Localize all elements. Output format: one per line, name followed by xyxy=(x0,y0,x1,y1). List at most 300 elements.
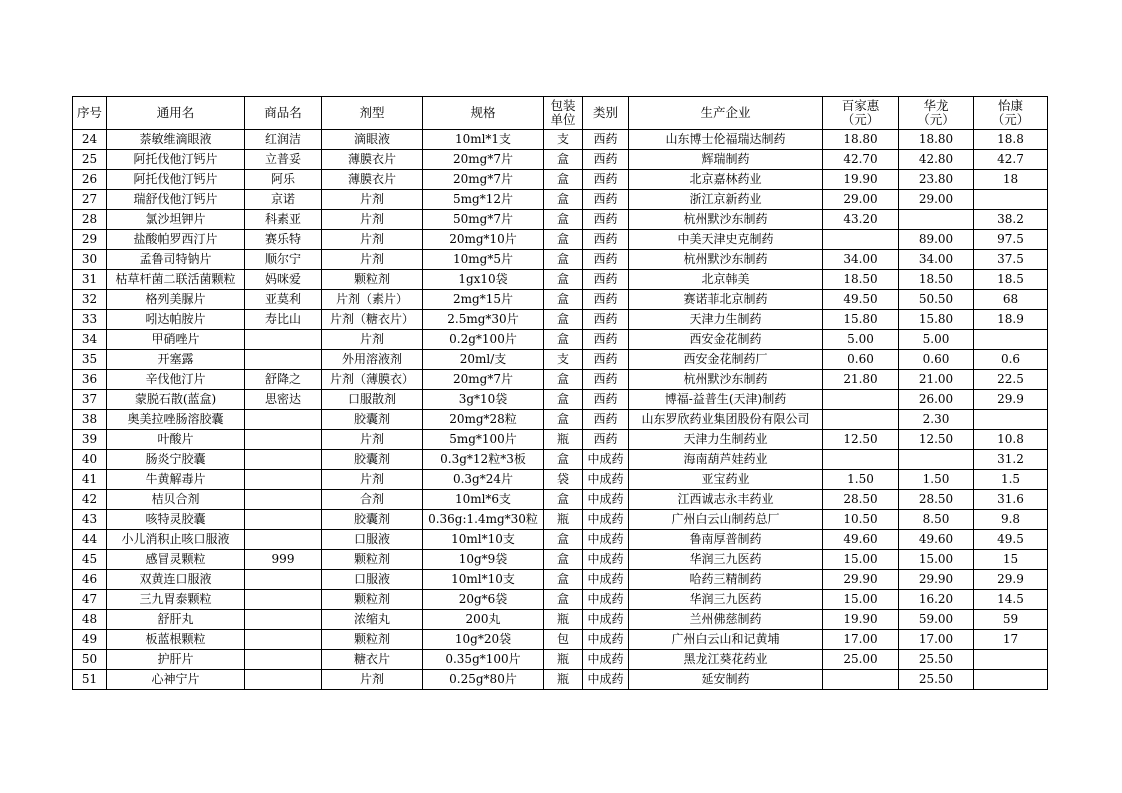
cell-seq: 34 xyxy=(73,330,107,350)
cell-spec: 0.25g*80片 xyxy=(423,670,544,690)
cell-price-baijiahui: 43.20 xyxy=(823,210,899,230)
cell-manufacturer: 山东博士伦福瑞达制药 xyxy=(629,130,823,150)
cell-manufacturer: 杭州默沙东制药 xyxy=(629,210,823,230)
cell-category: 中成药 xyxy=(583,610,629,630)
cell-price-baijiahui xyxy=(823,450,899,470)
cell-category: 西药 xyxy=(583,270,629,290)
cell-generic-name: 甲硝唑片 xyxy=(107,330,245,350)
cell-category: 西药 xyxy=(583,430,629,450)
cell-seq: 44 xyxy=(73,530,107,550)
cell-pack-unit: 盒 xyxy=(544,270,583,290)
cell-manufacturer: 博福-益普生(天津)制药 xyxy=(629,390,823,410)
cell-manufacturer: 天津力生制药 xyxy=(629,310,823,330)
cell-generic-name: 双黄连口服液 xyxy=(107,570,245,590)
cell-category: 中成药 xyxy=(583,650,629,670)
cell-price-hualong: 12.50 xyxy=(899,430,974,450)
cell-generic-name: 阿托伐他汀钙片 xyxy=(107,170,245,190)
cell-brand-name: 阿乐 xyxy=(245,170,322,190)
cell-seq: 50 xyxy=(73,650,107,670)
cell-brand-name xyxy=(245,610,322,630)
cell-pack-unit: 瓶 xyxy=(544,430,583,450)
header-col-spec xyxy=(423,97,544,130)
cell-price-yikang xyxy=(974,410,1048,430)
header-line: 百家惠 xyxy=(841,98,880,113)
cell-price-baijiahui: 12.50 xyxy=(823,430,899,450)
cell-category: 中成药 xyxy=(583,550,629,570)
cell-price-hualong: 1.50 xyxy=(899,470,974,490)
table-row xyxy=(73,410,1048,430)
header-line: 单位 xyxy=(550,112,576,127)
table-row xyxy=(73,130,1048,150)
cell-manufacturer: 海南葫芦娃药业 xyxy=(629,450,823,470)
cell-price-hualong: 18.50 xyxy=(899,270,974,290)
cell-price-baijiahui xyxy=(823,230,899,250)
header-col-price-yikang xyxy=(974,97,1048,130)
cell-price-hualong: 5.00 xyxy=(899,330,974,350)
cell-dosage-form: 颗粒剂 xyxy=(322,630,423,650)
cell-dosage-form: 口服液 xyxy=(322,530,423,550)
cell-brand-name xyxy=(245,450,322,470)
cell-spec: 20ml/支 xyxy=(423,350,544,370)
cell-price-hualong: 59.00 xyxy=(899,610,974,630)
cell-manufacturer: 西安金花制药厂 xyxy=(629,350,823,370)
cell-brand-name xyxy=(245,570,322,590)
cell-seq: 25 xyxy=(73,150,107,170)
cell-category: 西药 xyxy=(583,390,629,410)
cell-price-baijiahui: 21.80 xyxy=(823,370,899,390)
cell-price-yikang xyxy=(974,650,1048,670)
cell-generic-name: 感冒灵颗粒 xyxy=(107,550,245,570)
cell-price-baijiahui: 17.00 xyxy=(823,630,899,650)
cell-manufacturer: 西安金花制药 xyxy=(629,330,823,350)
table-row xyxy=(73,310,1048,330)
cell-price-hualong: 23.80 xyxy=(899,170,974,190)
cell-manufacturer: 中美天津史克制药 xyxy=(629,230,823,250)
cell-generic-name: 格列美脲片 xyxy=(107,290,245,310)
cell-dosage-form: 薄膜衣片 xyxy=(322,150,423,170)
header-line: 规格 xyxy=(470,105,496,120)
cell-spec: 200丸 xyxy=(423,610,544,630)
cell-brand-name: 京诺 xyxy=(245,190,322,210)
cell-generic-name: 舒肝丸 xyxy=(107,610,245,630)
table-row xyxy=(73,670,1048,690)
cell-category: 中成药 xyxy=(583,450,629,470)
cell-manufacturer: 江西诚志永丰药业 xyxy=(629,490,823,510)
cell-brand-name xyxy=(245,430,322,450)
cell-spec: 10ml*1支 xyxy=(423,130,544,150)
cell-category: 中成药 xyxy=(583,670,629,690)
cell-dosage-form: 片剂（素片） xyxy=(322,290,423,310)
cell-price-hualong xyxy=(899,450,974,470)
cell-spec: 10mg*5片 xyxy=(423,250,544,270)
cell-spec: 10ml*10支 xyxy=(423,530,544,550)
cell-generic-name: 阿托伐他汀钙片 xyxy=(107,150,245,170)
cell-pack-unit: 瓶 xyxy=(544,650,583,670)
table-body xyxy=(73,130,1048,690)
cell-pack-unit: 盒 xyxy=(544,450,583,470)
cell-manufacturer: 亚宝药业 xyxy=(629,470,823,490)
cell-generic-name: 瑞舒伐他汀钙片 xyxy=(107,190,245,210)
cell-generic-name: 奥美拉唑肠溶胶囊 xyxy=(107,410,245,430)
table-row xyxy=(73,630,1048,650)
cell-category: 西药 xyxy=(583,130,629,150)
cell-brand-name xyxy=(245,670,322,690)
cell-price-hualong: 15.80 xyxy=(899,310,974,330)
header-line: 商品名 xyxy=(264,105,302,120)
cell-price-yikang: 29.9 xyxy=(974,390,1048,410)
cell-category: 中成药 xyxy=(583,530,629,550)
table-row xyxy=(73,170,1048,190)
cell-pack-unit: 盒 xyxy=(544,290,583,310)
table-row xyxy=(73,650,1048,670)
cell-generic-name: 板蓝根颗粒 xyxy=(107,630,245,650)
header-col-price-hualong xyxy=(899,97,974,130)
table-row xyxy=(73,370,1048,390)
header-line: （元） xyxy=(917,112,955,127)
cell-dosage-form: 胶囊剂 xyxy=(322,450,423,470)
cell-spec: 20mg*7片 xyxy=(423,170,544,190)
cell-manufacturer: 杭州默沙东制药 xyxy=(629,250,823,270)
header-col-price-baijiahui xyxy=(823,97,899,130)
cell-category: 西药 xyxy=(583,250,629,270)
cell-pack-unit: 支 xyxy=(544,130,583,150)
cell-pack-unit: 盒 xyxy=(544,330,583,350)
cell-dosage-form: 片剂（薄膜衣） xyxy=(322,370,423,390)
cell-manufacturer: 北京韩美 xyxy=(629,270,823,290)
cell-spec: 5mg*12片 xyxy=(423,190,544,210)
cell-brand-name xyxy=(245,530,322,550)
cell-spec: 3g*10袋 xyxy=(423,390,544,410)
cell-price-baijiahui: 18.80 xyxy=(823,130,899,150)
cell-brand-name: 思密达 xyxy=(245,390,322,410)
cell-price-hualong: 42.80 xyxy=(899,150,974,170)
cell-price-hualong: 15.00 xyxy=(899,550,974,570)
cell-category: 中成药 xyxy=(583,510,629,530)
cell-seq: 46 xyxy=(73,570,107,590)
cell-brand-name: 999 xyxy=(245,550,322,570)
table-row xyxy=(73,350,1048,370)
cell-manufacturer: 北京嘉林药业 xyxy=(629,170,823,190)
cell-price-hualong: 25.50 xyxy=(899,650,974,670)
cell-seq: 42 xyxy=(73,490,107,510)
cell-price-yikang: 15 xyxy=(974,550,1048,570)
cell-price-yikang: 0.6 xyxy=(974,350,1048,370)
header-line: 生产企业 xyxy=(700,105,751,120)
header-line: 通用名 xyxy=(156,105,195,120)
cell-manufacturer: 辉瑞制药 xyxy=(629,150,823,170)
cell-price-hualong: 50.50 xyxy=(899,290,974,310)
cell-manufacturer: 浙江京新药业 xyxy=(629,190,823,210)
cell-spec: 10g*9袋 xyxy=(423,550,544,570)
cell-price-yikang: 38.2 xyxy=(974,210,1048,230)
table-row xyxy=(73,610,1048,630)
cell-category: 西药 xyxy=(583,410,629,430)
cell-category: 中成药 xyxy=(583,630,629,650)
cell-price-yikang xyxy=(974,330,1048,350)
header-col-pack-unit xyxy=(544,97,583,130)
cell-generic-name: 心神宁片 xyxy=(107,670,245,690)
cell-pack-unit: 瓶 xyxy=(544,670,583,690)
cell-generic-name: 辛伐他汀片 xyxy=(107,370,245,390)
cell-dosage-form: 口服液 xyxy=(322,570,423,590)
cell-price-baijiahui: 29.00 xyxy=(823,190,899,210)
cell-price-yikang: 31.2 xyxy=(974,450,1048,470)
cell-pack-unit: 盒 xyxy=(544,390,583,410)
cell-spec: 20mg*7片 xyxy=(423,370,544,390)
cell-price-baijiahui xyxy=(823,410,899,430)
cell-pack-unit: 盒 xyxy=(544,530,583,550)
table-row xyxy=(73,450,1048,470)
cell-category: 西药 xyxy=(583,330,629,350)
cell-brand-name xyxy=(245,410,322,430)
cell-category: 西药 xyxy=(583,170,629,190)
cell-price-yikang xyxy=(974,670,1048,690)
cell-price-yikang: 59 xyxy=(974,610,1048,630)
cell-dosage-form: 片剂 xyxy=(322,670,423,690)
cell-price-hualong: 2.30 xyxy=(899,410,974,430)
cell-price-yikang: 68 xyxy=(974,290,1048,310)
cell-generic-name: 吲达帕胺片 xyxy=(107,310,245,330)
cell-pack-unit: 盒 xyxy=(544,490,583,510)
cell-pack-unit: 盒 xyxy=(544,210,583,230)
cell-brand-name: 红润洁 xyxy=(245,130,322,150)
cell-brand-name xyxy=(245,630,322,650)
table-row xyxy=(73,190,1048,210)
cell-pack-unit: 盒 xyxy=(544,250,583,270)
cell-seq: 47 xyxy=(73,590,107,610)
cell-seq: 30 xyxy=(73,250,107,270)
cell-spec: 0.2g*100片 xyxy=(423,330,544,350)
cell-dosage-form: 片剂 xyxy=(322,210,423,230)
cell-dosage-form: 片剂 xyxy=(322,230,423,250)
cell-price-hualong: 29.90 xyxy=(899,570,974,590)
header-col-generic-name xyxy=(107,97,245,130)
cell-seq: 36 xyxy=(73,370,107,390)
cell-pack-unit: 盒 xyxy=(544,230,583,250)
table-row xyxy=(73,210,1048,230)
cell-dosage-form: 胶囊剂 xyxy=(322,510,423,530)
cell-category: 西药 xyxy=(583,350,629,370)
cell-spec: 0.3g*12粒*3板 xyxy=(423,450,544,470)
cell-brand-name xyxy=(245,350,322,370)
cell-generic-name: 枯草杆菌二联活菌颗粒 xyxy=(107,270,245,290)
cell-manufacturer: 兰州佛慈制药 xyxy=(629,610,823,630)
header-line: 包装 xyxy=(550,98,576,113)
header-line: 序号 xyxy=(76,105,102,120)
cell-category: 西药 xyxy=(583,290,629,310)
cell-price-yikang: 29.9 xyxy=(974,570,1048,590)
header-col-brand-name xyxy=(245,97,322,130)
cell-seq: 35 xyxy=(73,350,107,370)
cell-price-baijiahui: 28.50 xyxy=(823,490,899,510)
cell-price-baijiahui: 15.80 xyxy=(823,310,899,330)
cell-price-hualong: 16.20 xyxy=(899,590,974,610)
table-row xyxy=(73,490,1048,510)
cell-price-hualong xyxy=(899,210,974,230)
cell-price-hualong: 21.00 xyxy=(899,370,974,390)
cell-pack-unit: 盒 xyxy=(544,570,583,590)
header-col-seq xyxy=(73,97,107,130)
cell-price-yikang: 14.5 xyxy=(974,590,1048,610)
cell-spec: 0.36g:1.4mg*30粒 xyxy=(423,510,544,530)
table-row xyxy=(73,550,1048,570)
table-row xyxy=(73,470,1048,490)
cell-manufacturer: 赛诺菲北京制药 xyxy=(629,290,823,310)
cell-price-hualong: 25.50 xyxy=(899,670,974,690)
header-col-dosage-form xyxy=(322,97,423,130)
cell-price-baijiahui: 19.90 xyxy=(823,610,899,630)
cell-price-baijiahui: 18.50 xyxy=(823,270,899,290)
cell-brand-name: 科素亚 xyxy=(245,210,322,230)
cell-category: 中成药 xyxy=(583,590,629,610)
cell-pack-unit: 盒 xyxy=(544,550,583,570)
cell-price-hualong: 8.50 xyxy=(899,510,974,530)
cell-generic-name: 萘敏维滴眼液 xyxy=(107,130,245,150)
cell-manufacturer: 山东罗欣药业集团股份有限公司 xyxy=(629,410,823,430)
cell-spec: 5mg*100片 xyxy=(423,430,544,450)
cell-dosage-form: 片剂 xyxy=(322,430,423,450)
cell-generic-name: 氯沙坦钾片 xyxy=(107,210,245,230)
cell-brand-name: 顺尔宁 xyxy=(245,250,322,270)
cell-seq: 37 xyxy=(73,390,107,410)
cell-dosage-form: 浓缩丸 xyxy=(322,610,423,630)
cell-generic-name: 蒙脱石散(蓝盒) xyxy=(107,390,245,410)
cell-category: 中成药 xyxy=(583,490,629,510)
cell-spec: 0.3g*24片 xyxy=(423,470,544,490)
table-row xyxy=(73,270,1048,290)
table-row xyxy=(73,590,1048,610)
cell-price-hualong: 29.00 xyxy=(899,190,974,210)
header-line: 怡康 xyxy=(997,98,1023,113)
cell-seq: 28 xyxy=(73,210,107,230)
cell-brand-name: 赛乐特 xyxy=(245,230,322,250)
table-row xyxy=(73,530,1048,550)
cell-price-baijiahui: 15.00 xyxy=(823,550,899,570)
cell-price-baijiahui xyxy=(823,390,899,410)
cell-price-baijiahui: 34.00 xyxy=(823,250,899,270)
cell-dosage-form: 片剂（糖衣片） xyxy=(322,310,423,330)
cell-manufacturer: 杭州默沙东制药 xyxy=(629,370,823,390)
cell-generic-name: 小儿消积止咳口服液 xyxy=(107,530,245,550)
table-row xyxy=(73,570,1048,590)
cell-manufacturer: 延安制药 xyxy=(629,670,823,690)
cell-spec: 20mg*10片 xyxy=(423,230,544,250)
cell-price-yikang: 31.6 xyxy=(974,490,1048,510)
header-line: 剂型 xyxy=(359,105,385,120)
cell-category: 西药 xyxy=(583,190,629,210)
cell-brand-name: 妈咪爱 xyxy=(245,270,322,290)
cell-dosage-form: 糖衣片 xyxy=(322,650,423,670)
cell-pack-unit: 盒 xyxy=(544,170,583,190)
cell-brand-name xyxy=(245,510,322,530)
cell-price-yikang: 22.5 xyxy=(974,370,1048,390)
cell-dosage-form: 胶囊剂 xyxy=(322,410,423,430)
cell-pack-unit: 盒 xyxy=(544,190,583,210)
header-line: 类别 xyxy=(592,105,618,120)
cell-pack-unit: 盒 xyxy=(544,310,583,330)
cell-price-yikang: 42.7 xyxy=(974,150,1048,170)
cell-price-yikang: 1.5 xyxy=(974,470,1048,490)
cell-manufacturer: 广州白云山和记黄埔 xyxy=(629,630,823,650)
cell-spec: 0.35g*100片 xyxy=(423,650,544,670)
cell-generic-name: 盐酸帕罗西汀片 xyxy=(107,230,245,250)
cell-dosage-form: 外用溶液剂 xyxy=(322,350,423,370)
cell-seq: 27 xyxy=(73,190,107,210)
table-row xyxy=(73,390,1048,410)
price-comparison-table xyxy=(72,96,1048,690)
cell-spec: 10g*20袋 xyxy=(423,630,544,650)
cell-brand-name xyxy=(245,330,322,350)
cell-spec: 2mg*15片 xyxy=(423,290,544,310)
cell-price-hualong: 26.00 xyxy=(899,390,974,410)
table-row xyxy=(73,510,1048,530)
cell-dosage-form: 薄膜衣片 xyxy=(322,170,423,190)
cell-dosage-form: 口服散剂 xyxy=(322,390,423,410)
cell-category: 西药 xyxy=(583,210,629,230)
cell-seq: 49 xyxy=(73,630,107,650)
cell-price-baijiahui: 19.90 xyxy=(823,170,899,190)
cell-manufacturer: 广州白云山制药总厂 xyxy=(629,510,823,530)
header-col-manufacturer xyxy=(629,97,823,130)
cell-dosage-form: 颗粒剂 xyxy=(322,270,423,290)
cell-spec: 1gx10袋 xyxy=(423,270,544,290)
header-line: 华龙 xyxy=(923,98,949,113)
cell-price-hualong: 0.60 xyxy=(899,350,974,370)
header-line: （元） xyxy=(841,112,880,127)
cell-spec: 10ml*10支 xyxy=(423,570,544,590)
cell-generic-name: 三九胃泰颗粒 xyxy=(107,590,245,610)
cell-price-yikang: 17 xyxy=(974,630,1048,650)
cell-seq: 26 xyxy=(73,170,107,190)
cell-price-baijiahui: 49.50 xyxy=(823,290,899,310)
cell-manufacturer: 天津力生制药业 xyxy=(629,430,823,450)
cell-pack-unit: 支 xyxy=(544,350,583,370)
cell-seq: 45 xyxy=(73,550,107,570)
cell-seq: 40 xyxy=(73,450,107,470)
cell-price-baijiahui: 5.00 xyxy=(823,330,899,350)
cell-seq: 51 xyxy=(73,670,107,690)
cell-manufacturer: 黑龙江葵花药业 xyxy=(629,650,823,670)
cell-pack-unit: 包 xyxy=(544,630,583,650)
cell-manufacturer: 华润三九医药 xyxy=(629,550,823,570)
cell-price-hualong: 28.50 xyxy=(899,490,974,510)
cell-category: 西药 xyxy=(583,230,629,250)
cell-generic-name: 桔贝合剂 xyxy=(107,490,245,510)
table-header-row xyxy=(73,97,1048,130)
cell-pack-unit: 盒 xyxy=(544,410,583,430)
cell-price-yikang: 97.5 xyxy=(974,230,1048,250)
cell-seq: 31 xyxy=(73,270,107,290)
table-row xyxy=(73,430,1048,450)
cell-seq: 43 xyxy=(73,510,107,530)
cell-category: 西药 xyxy=(583,370,629,390)
cell-pack-unit: 盒 xyxy=(544,370,583,390)
cell-price-baijiahui: 29.90 xyxy=(823,570,899,590)
cell-seq: 33 xyxy=(73,310,107,330)
cell-price-hualong: 18.80 xyxy=(899,130,974,150)
cell-dosage-form: 颗粒剂 xyxy=(322,590,423,610)
cell-price-yikang: 18.8 xyxy=(974,130,1048,150)
cell-price-yikang: 9.8 xyxy=(974,510,1048,530)
cell-generic-name: 孟鲁司特钠片 xyxy=(107,250,245,270)
cell-price-yikang: 18.5 xyxy=(974,270,1048,290)
cell-price-baijiahui: 42.70 xyxy=(823,150,899,170)
cell-dosage-form: 片剂 xyxy=(322,470,423,490)
table-row xyxy=(73,330,1048,350)
cell-price-baijiahui: 0.60 xyxy=(823,350,899,370)
cell-price-baijiahui: 25.00 xyxy=(823,650,899,670)
cell-price-yikang: 49.5 xyxy=(974,530,1048,550)
